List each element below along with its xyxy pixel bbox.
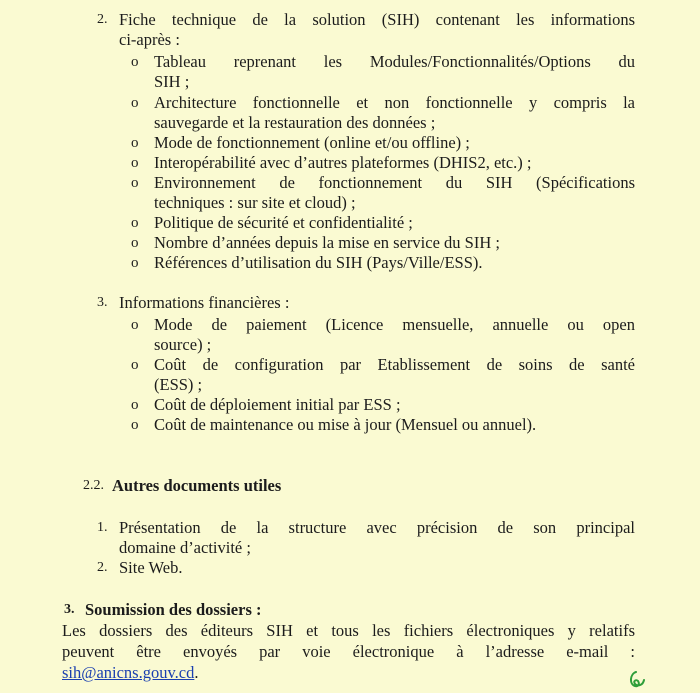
handwritten-initials-icon [626,668,648,690]
list-item-number: 2. [97,560,108,575]
paragraph-line-end [62,663,198,683]
list-item: Environnement de fonctionnement du SIH (Spécifications [154,173,635,192]
bullet-marker: o [131,175,139,191]
paragraph-line: peuvent être envoyés par voie électronique à l’adresse e-mail : [62,642,635,661]
bullet-marker: o [131,255,139,271]
section-title-line2: ci-après : [119,30,180,49]
list-item: Coût de configuration par Etablissement de soins de santé [154,355,635,374]
bullet-marker: o [131,417,139,433]
paragraph-line: Les dossiers des éditeurs SIH et tous les fichiers électroniques y relatifs [62,621,635,640]
paragraph-period: . [194,663,199,682]
list-item: Nombre d’années depuis la mise en service du SIH ; [154,233,500,252]
section-number: 2.2. [83,478,104,493]
bullet-marker: o [131,95,139,111]
list-item: Tableau reprenant les Modules/Fonctionnalités/Options du [154,52,635,71]
list-item-continuation: techniques : sur site et cloud) ; [154,193,356,212]
bullet-marker: o [131,235,139,251]
section-title: Informations financières : [119,293,290,312]
list-item-continuation: sauvegarde et la restauration des données ; [154,113,436,132]
list-item: Coût de maintenance ou mise à jour (Mensuel ou annuel). [154,415,537,434]
email-link[interactable]: sih@anicns.gouv.cd [62,663,195,682]
list-item: Présentation de la structure avec précision de son principal [119,518,635,537]
bullet-marker: o [131,155,139,171]
list-item-continuation: domaine d’activité ; [119,538,251,557]
list-item: Politique de sécurité et confidentialité ; [154,213,413,232]
list-item: Site Web. [119,558,183,577]
section-heading: Autres documents utiles [112,476,282,495]
bullet-marker: o [131,357,139,373]
section-number: 3. [97,295,108,310]
list-item: Architecture fonctionnelle et non fonctionnelle y compris la [154,93,635,112]
section-number: 3. [64,602,75,617]
bullet-marker: o [131,54,139,70]
bullet-marker: o [131,215,139,231]
list-item: Mode de fonctionnement (online et/ou offline) ; [154,133,470,152]
list-item-continuation: (ESS) ; [154,375,203,394]
bullet-marker: o [131,317,139,333]
list-item-number: 1. [97,520,108,535]
list-item-continuation: SIH ; [154,72,190,91]
section-title-line1: Fiche technique de la solution (SIH) contenant les informations [119,10,635,29]
section-heading: Soumission des dossiers : [85,600,262,619]
list-item-continuation: source) ; [154,335,212,354]
list-item: Mode de paiement (Licence mensuelle, annuelle ou open [154,315,635,334]
bullet-marker: o [131,135,139,151]
list-item: Références d’utilisation du SIH (Pays/Ville/ESS). [154,253,483,272]
section-number: 2. [97,12,108,27]
bullet-marker: o [131,397,139,413]
list-item: Interopérabilité avec d’autres plateformes (DHIS2, etc.) ; [154,153,532,172]
list-item: Coût de déploiement initial par ESS ; [154,395,401,414]
